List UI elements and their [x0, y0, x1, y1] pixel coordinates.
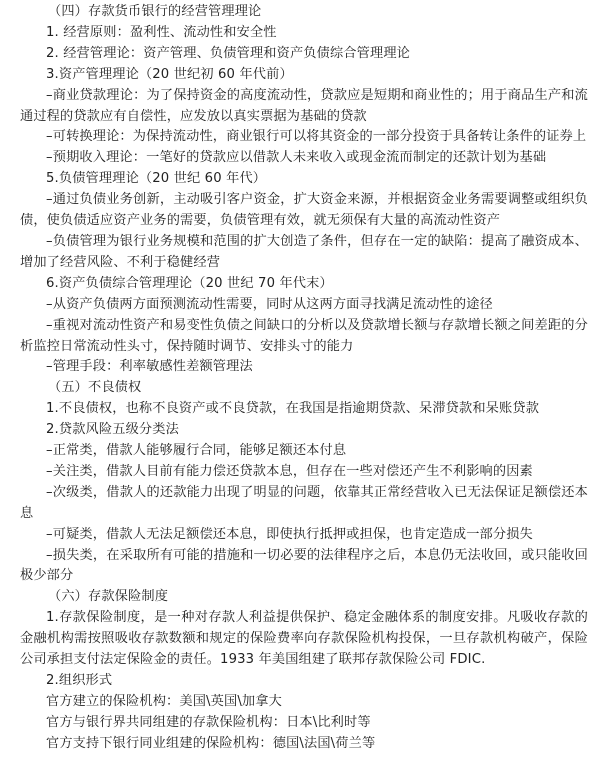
paragraph: –正常类，借款人能够履行合同，能够足额还本付息 — [46, 443, 347, 459]
paragraph: –负债管理为银行业务规模和范围的扩大创造了条件，但存在一定的缺陷：提高了融资成本、增加了经营风险、不利于稳健经营 — [20, 233, 588, 270]
list-item: 官方与银行界共同组建的存款保险机构：日本\比利时等 — [46, 714, 371, 730]
list-item: 官方建立的保险机构：美国\英国\加拿大 — [46, 693, 282, 709]
subsection-heading: 6.资产负债综合管理理论（20 世纪 70 年代末） — [46, 275, 333, 291]
paragraph: –通过负债业务创新，主动吸引客户资金，扩大资金来源，并根据资金业务需要调整或组织负债，使负债适应资产业务的需要，负债管理有效，就无须保有大量的高流动性资产 — [20, 192, 588, 229]
paragraph: –从资产负债两方面预测流动性需要，同时从这两方面寻找满足流动性的途径 — [46, 296, 493, 312]
paragraph: –可转换理论：为保持流动性，商业银行可以将其资金的一部分投资于具备转让条件的证券上 — [46, 129, 587, 145]
paragraph: –预期收入理论：一笔好的贷款应以借款人未来收入或现金流而制定的还款计划为基础 — [46, 150, 547, 166]
paragraph: 1.不良债权，也称不良资产或不良贷款，在我国是指逾期贷款、呆滞贷款和呆账贷款 — [46, 401, 540, 417]
subsection-heading: 3.资产管理理论（20 世纪初 60 年代前） — [46, 66, 293, 82]
list-item: 官方支持下银行同业组建的保险机构：德国\法国\荷兰等 — [46, 735, 376, 751]
list-item: 2. 经营管理论：资产管理、负债管理和资产负债综合管理理论 — [46, 45, 410, 61]
paragraph: 1.存款保险制度，是一种对存款人利益提供保护、稳定金融体系的制度安排。凡吸收存款的金融机构需按照吸收存款数额和规定的保险费率向存款保险机构投保，一旦存款机构破产，保险公司承担支付法定保险金的责任。1933 年美国组建了联邦存款保险公司 FDIC. — [20, 610, 588, 668]
paragraph: –商业贷款理论：为了保持资金的高度流动性，贷款应是短期和商业性的；用于商品生产和流通过程的贷款应有自偿性，应发放以真实票据为基础的贷款 — [20, 87, 588, 124]
subsection-heading: 2.组织形式 — [46, 673, 113, 688]
section-heading-6: （六）存款保险制度 — [48, 589, 169, 605]
list-item: 1. 经营原则：盈利性、流动性和安全性 — [46, 24, 277, 40]
paragraph: –损失类，在采取所有可能的措施和一切必要的法律程序之后，本息仍无法收回，或只能收回极少部分 — [20, 547, 588, 584]
section-heading-5: （五）不良债权 — [48, 380, 142, 396]
paragraph: –重视对流动性资产和易变性负债之间缺口的分析以及贷款增长额与存款增长额之间差距的分析监控日常流动性头寸，保持随时调节、安排头寸的能力 — [20, 317, 588, 354]
section-heading-4: （四）存款货币银行的经营管理理论 — [48, 4, 262, 19]
subsection-heading: 5.负债管理理论（20 世纪 60 年代） — [46, 171, 267, 187]
paragraph: –可疑类，借款人无法足额偿还本息，即使执行抵押或担保，也肯定造成一部分损失 — [46, 526, 533, 542]
subsection-heading: 2.贷款风险五级分类法 — [46, 422, 179, 438]
paragraph: –次级类，借款人的还款能力出现了明显的问题，依靠其正常经营收入已无法保证足额偿还本息 — [20, 484, 588, 521]
paragraph: –管理手段：利率敏感性差额管理法 — [46, 359, 253, 375]
paragraph: –关注类，借款人目前有能力偿还贷款本息，但存在一些对偿还产生不利影响的因素 — [46, 463, 533, 479]
